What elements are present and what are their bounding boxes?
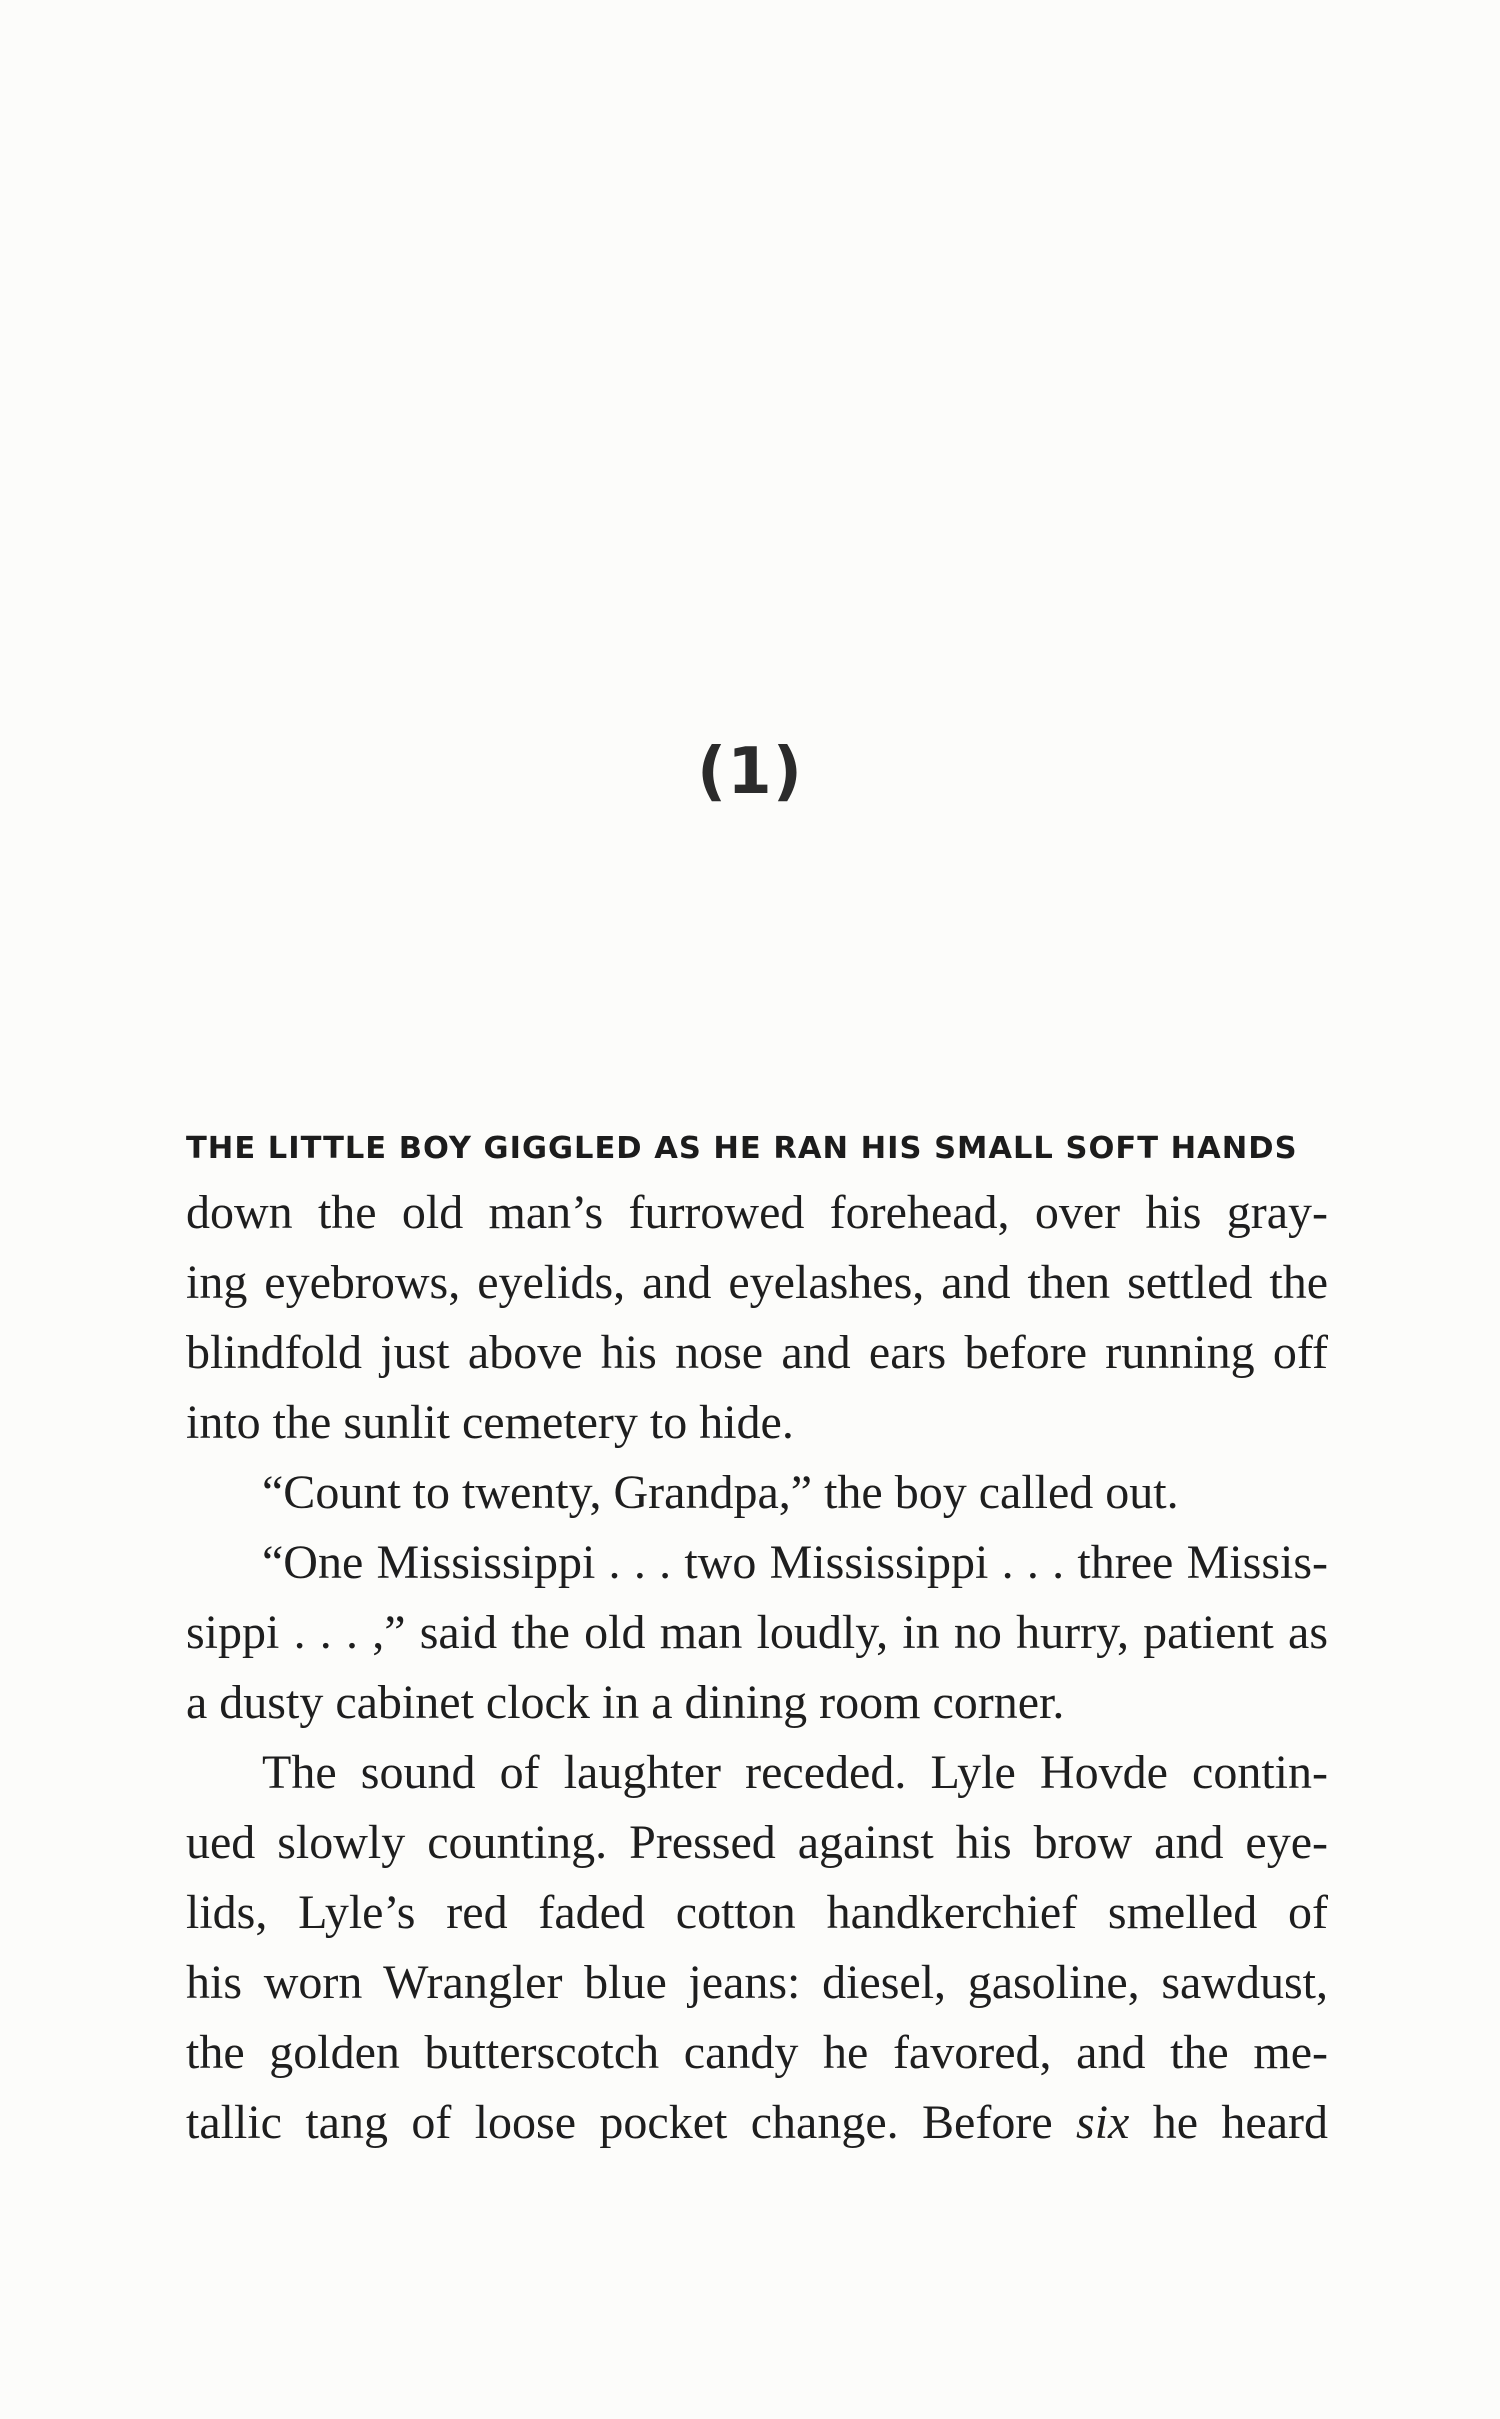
- text-line: The sound of laughter receded. Lyle Hovde contin-: [262, 1746, 1328, 1799]
- text-segment: tallic tang of loose pocket change. Before: [186, 2096, 1077, 2149]
- text-line: into the sunlit cemetery to hide.: [186, 1396, 794, 1449]
- text-line: sippi . . . ,” said the old man loudly, in no hurry, patient as: [186, 1606, 1328, 1659]
- text-line: the golden butterscotch candy he favored, and the me-: [186, 2026, 1328, 2079]
- text-line: his worn Wrangler blue jeans: diesel, gasoline, sawdust,: [186, 1956, 1328, 2009]
- text-line: ing eyebrows, eyelids, and eyelashes, and then settled the: [186, 1256, 1328, 1309]
- text-line: lids, Lyle’s red faded cotton handkerchief smelled of: [186, 1886, 1328, 1939]
- text-line: ued slowly counting. Pressed against his brow and eye-: [186, 1816, 1328, 1869]
- chapter-text: [186, 1120, 1328, 2158]
- text-line: blindfold just above his nose and ears before running off: [186, 1326, 1328, 1379]
- text-line: “Count to twenty, Grandpa,” the boy called out.: [262, 1466, 1179, 1519]
- text-line: “One Mississippi . . . two Mississippi . . . three Missis-: [262, 1536, 1328, 1589]
- paragraph-2: [186, 1458, 1328, 1528]
- italic-word: six: [1076, 2096, 1130, 2149]
- paragraph-4: [186, 1738, 1328, 2158]
- opening-small-caps: THE LITTLE BOY GIGGLED AS HE RAN HIS SMALL SOFT HANDS: [186, 1131, 1298, 1166]
- text-line-final: [186, 2088, 1328, 2158]
- text-line: down the old man’s furrowed forehead, over his gray-: [186, 1186, 1328, 1239]
- paragraph-1: [186, 1178, 1328, 1458]
- chapter-number: (1): [696, 735, 804, 809]
- paragraph-3: [186, 1528, 1328, 1738]
- text-segment: he heard: [1129, 2096, 1328, 2149]
- text-line: a dusty cabinet clock in a dining room corner.: [186, 1676, 1065, 1729]
